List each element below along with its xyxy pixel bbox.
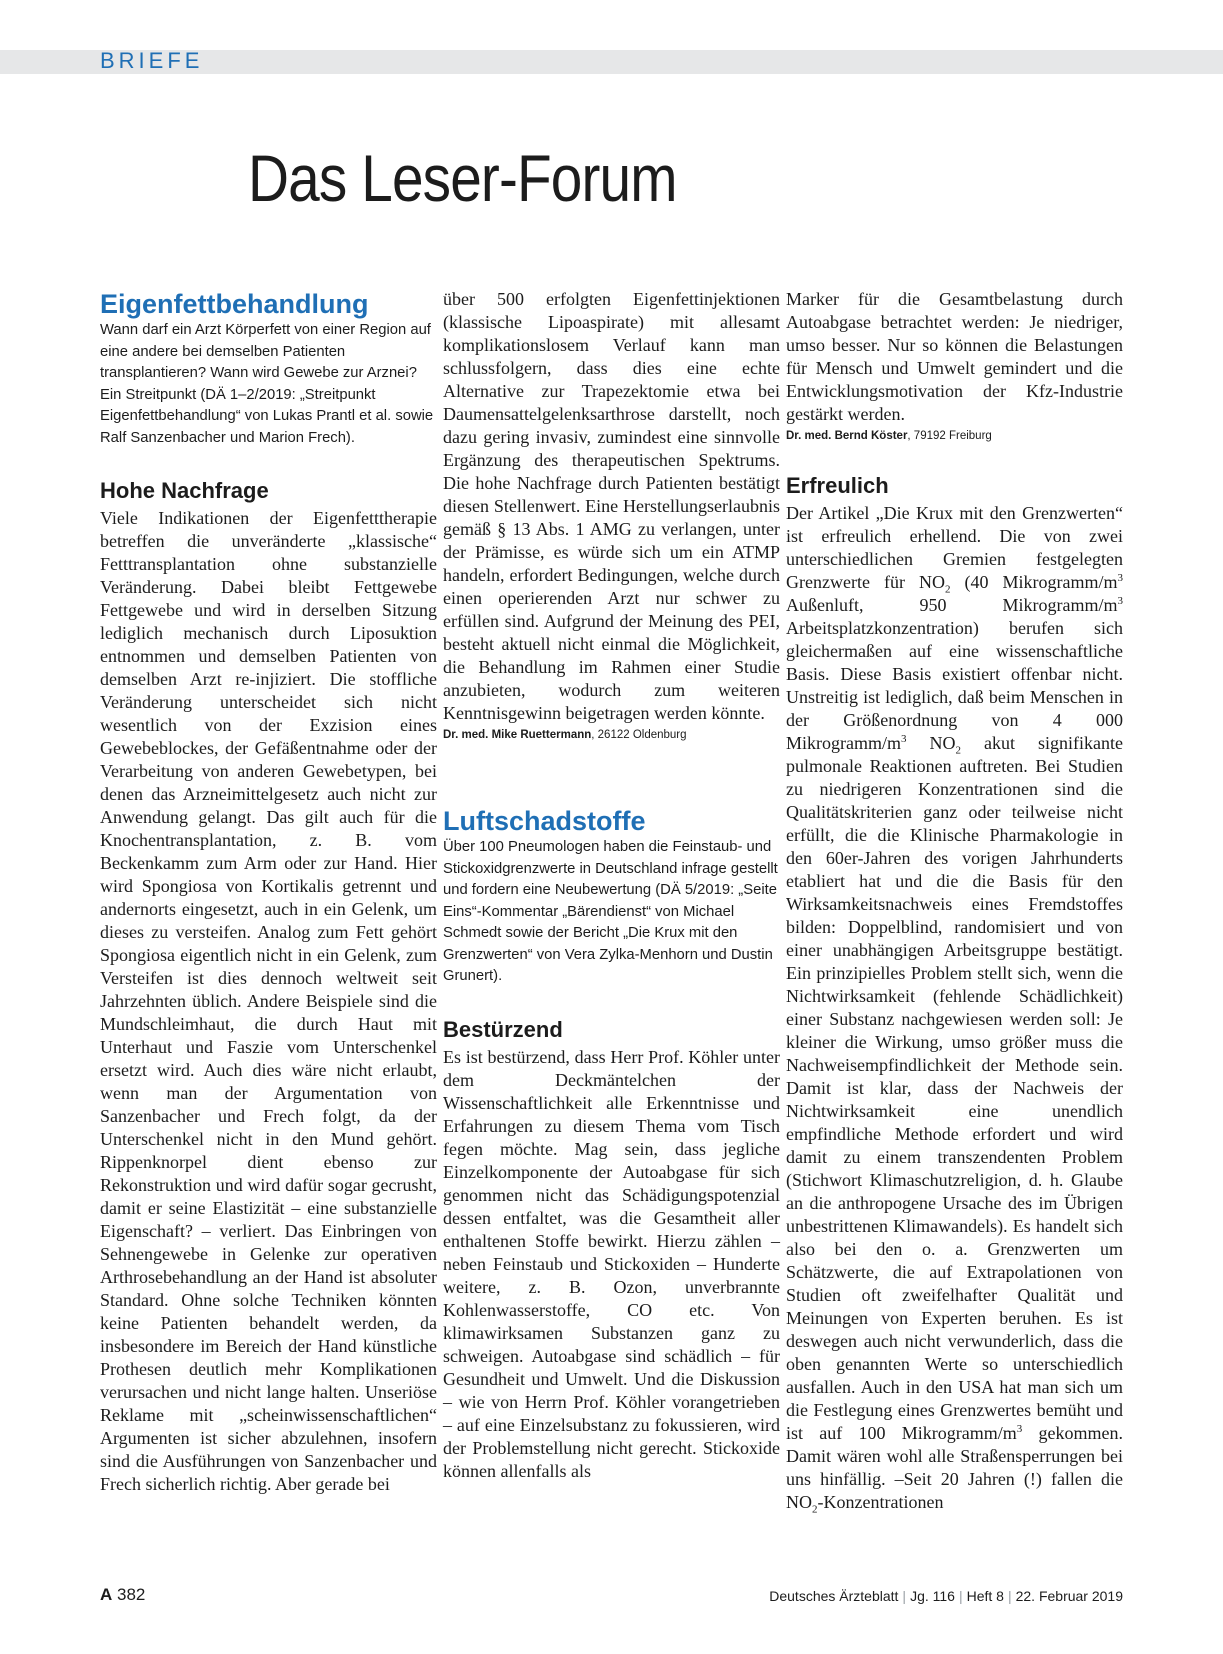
topic-title-luftschadstoffe: Luftschadstoffe: [443, 806, 646, 836]
letter-signature-ruettermann: [443, 727, 780, 743]
letter-title-hohe-nachfrage: Hohe Nachfrage: [100, 478, 269, 503]
journal-footer: Deutsches Ärzteblatt | Jg. 116 | Heft 8 | 22. Februar 2019: [769, 1588, 1123, 1604]
topic-intro-eigenfett: Wann darf ein Arzt Körperfett von einer Region auf eine andere bei demselben Patienten transplantieren? Wann wird Gewebe zur Arznei? Ein Streitpunkt (DÄ 1–2/2019: „Streitpunkt Eigenfettbehandlung“ von Lukas Prantl et al. sowie Ralf Sanzenbacher und Marion Frech).: [100, 322, 434, 446]
journal-issue: Heft 8: [966, 1588, 1004, 1604]
letter-body-hohe-nachfrage-part2: über 500 erfolgten Eigenfettinjektionen (klassische Lipoaspirate) mit allesamt komplikationslosem Verlauf kann man schlussfolgern, dass dies eine echte Alternative zur Trapezektomie etwa bei Daumensattelgelenksarthrose darstellt, noch dazu gering invasiv, zumindest eine sinnvolle Ergänzung des therapeutischen Spektrums. Die hohe Nachfrage durch Patienten bestätigt diesen Stellenwert. Eine Herstellungserlaubnis gemäß § 13 Abs. 1 AMG zu verlangen, unter der Prämisse, es würde sich um ein ATMP handeln, erfordert Bedingungen, welche durch einen operierenden Arzt nur schwer zu erfüllen sind. Aufgrund der Meinung des PEI, besteht aktuell nicht einmal die Möglichkeit, die Behandlung im Rahmen einer Studie anzubieten, wodurch zum weiteren Kenntnisgewinn beigetragen werden könnte.: [443, 289, 780, 723]
journal-date: 22. Februar 2019: [1015, 1588, 1123, 1604]
author-name: Dr. med. Mike Ruettermann: [443, 729, 592, 741]
column-2: [443, 288, 780, 1483]
section-label: BRIEFE: [100, 48, 204, 73]
letter-body-bestuerzend-part1: Es ist bestürzend, dass Herr Prof. Köhler unter dem Deckmäntelchen der Wissenschaftlichkeit alle Erkenntnisse und Erfahrungen zu diesem Thema vom Tisch fegen möchte. Mag sein, dass jegliche Einzelkomponente der Autoabgase für sich genommen nicht das Schädigungspotenzial dessen entfaltet, was die Gesamtheit aller enthaltenen Stoffe bewirkt. Hierzu zählen – neben Feinstaub und Stickoxiden – Hunderte weitere, z. B. Ozon, unverbrannte Kohlenwasserstoffe, CO etc. Von klimawirksamen Substanzen ganz zu schweigen. Autoabgase sind schädlich – für Gesundheit und Umwelt. Und die Diskussion – wie von Herrn Prof. Köhler vorangetrieben – auf eine Einzelsubstanz zu fokussieren, wird der Problemstellung nicht gerecht. Stickoxide können allenfalls als: [443, 1046, 780, 1481]
author-location: , 79192 Freiburg: [907, 430, 992, 442]
letter-title-bestuerzend: Bestürzend: [443, 1016, 563, 1042]
page-title: Das Leser-Forum: [248, 141, 677, 215]
letter-body-bestuerzend-part2: Marker für die Gesamtbelastung durch Autoabgase betrachtet werden: Je niedriger, umso besser. Nur so können die Belastungen für Mensch und Umwelt gemindert und die Entwicklungsmotivation der Kfz-Industrie gestärkt werden.: [786, 289, 1123, 424]
author-name: Dr. med. Bernd Köster: [786, 430, 908, 442]
letter-signature-koester: [786, 428, 1123, 444]
topic-intro-luftschadstoffe: Über 100 Pneumologen haben die Feinstaub- und Stickoxidgrenzwerte in Deutschland infrage gestellt und fordern eine Neubewertung (DÄ 5/2019: „Seite Eins“-Kommentar „Bärendienst“ von Michael Schmedt sowie der Bericht „Die Krux mit den Grenzwerten“ von Vera Zylka-Menhorn und Dustin Grunert).: [443, 839, 778, 984]
journal-name: Deutsches Ärzteblatt: [769, 1588, 899, 1604]
letter-title-erfreulich: Erfreulich: [786, 473, 889, 498]
letter-body-hohe-nachfrage-part1: Viele Indikationen der Eigenfetttherapie betreffen die unveränderte „klassische“ Fetttransplantation ohne substanzielle Veränderung. Dabei bleibt Fettgewebe Fettgewebe und wird in derselben Sitzung lediglich mechanisch durch Liposuktion entnommen und demselben Patienten von demselben Arzt re-injiziert. Die stoffliche Veränderung unterscheidet sich nicht wesentlich von der Exzision eines Gewebeblockes, der Gefäßentnahme oder der Verarbeitung von anderen Gewebetypen, bei denen das Arzneimittelgesetz auch nicht zur Anwendung gelangt. Das gilt auch für die Knochentransplantation, z. B. vom Beckenkamm zum Arm oder zur Hand. Hier wird Spongiosa von Kortikalis getrennt und andernorts eingesetzt, auch in ein Gelenk, um dieses zu versteifen. Analog zum Fett gehört Spongiosa eigentlich nicht in ein Gelenk, zum Versteifen ist dies dennoch weltweit seit Jahrzehnten üblich. Andere Beispiele sind die Mundschleimhaut, die durch Haut mit Unterhaut und Faszie vom Unterschenkel ersetzt wird. Auch dies wäre nicht erlaubt, wenn man der Argumentation von Sanzenbacher und Frech folgt, da der Unterschenkel nicht in den Mund gehört. Rippenknorpel dient ebenso zur Rekonstruktion und wird dafür sogar gecrusht, damit er seine Elastizität – eine substanzielle Eigenschaft? – verliert. Das Einbringen von Sehnengewebe in Gelenke zur operativen Arthrosebehandlung an der Hand ist absoluter Standard. Ohne solche Techniken könnten keine Patienten behandelt werden, da insbesondere im Bereich der Hand künstliche Prothesen deutlich mehr Komplikationen verursachen und nicht lange halten. Unseriöse Reklame mit „scheinwissenschaftlichen“ Argumenten ist sicher abzulehnen, insofern sind die Ausführungen von Sanzenbacher und Frech sicherlich richtig. Aber gerade bei: [100, 508, 437, 1494]
letter-body-erfreulich: Der Artikel „Die Krux mit den Grenzwerten“ ist erfreulich erhellend. Die von zwei unterschiedlichen Gremien festgelegten Grenzwerte für $NO_2$ (40 Mikrogramm/$m^3$ Außenluft, 950 Mikrogramm/$m^3$ Arbeitsplatzkonzentration) berufen sich gleichermaßen auf eine wissenschaftliche Basis. Diese Basis existiert offenbar nicht. Unstreitig ist lediglich, daß beim Menschen in der Größenordnung von 4 000 Mikrogramm/$m^3$ $NO_2$ akut signifikante pulmonale Reaktionen auftreten. Bei Studien zu niedrigeren Konzentrationen sind die Qualitätskriterien ganz oder teilweise nicht erfüllt, die die Klinische Pharmakologie in den 60er-Jahren des vorigen Jahrhunderts etabliert hat und die die Basis für den Wirksamkeitsnachweis eines Fremdstoffes bilden: Doppelblind, randomisiert und von einer unabhängigen Arbeitsgruppe bestätigt. Ein prinzipielles Problem stellt sich, wenn die Nichtwirksamkeit (fehlende Schädlichkeit) einer Substanz nachgewiesen werden soll: Je kleiner die Wirkung, umso größer muss die Nachweisempfindlichkeit der Methode sein. Damit ist klar, dass der Nachweis der Nichtwirksamkeit eine unendlich empfindliche Methode erfordert und wird damit zu einem transzendenten Problem (Stichwort Klimaschutzreligion, d. h. Glaube an die anthropogene Ursache des im Übrigen unbestrittenen Klimawandels). Es handelt sich also bei den o. a. Grenzwerten um Schätzwerte, die auf Extrapolationen von Studien oft zweifelhafter Qualität und Meinungen von Experten beruhen. Es ist deswegen auch nicht verwunderlich, dass die oben genannten Werte so unterschiedlich ausfallen. Auch in den USA hat man sich um die Festlegung eines Grenzwertes bemüht und ist auf 100 Mikrogramm/$m^3$ gekommen. Damit wären wohl alle Straßensperrungen bei uns hinfällig. –Seit 20 Jahren (!) fallen die $NO_2$-Konzentrationen: [786, 503, 1124, 1516]
column-3: [786, 288, 1123, 1514]
column-1: [100, 288, 437, 1496]
topic-title-eigenfett: Eigenfettbehandlung: [100, 289, 369, 319]
page-number: A 382: [100, 1585, 146, 1604]
author-location: , 26122 Oldenburg: [591, 729, 687, 741]
journal-volume: Jg. 116: [910, 1588, 955, 1604]
